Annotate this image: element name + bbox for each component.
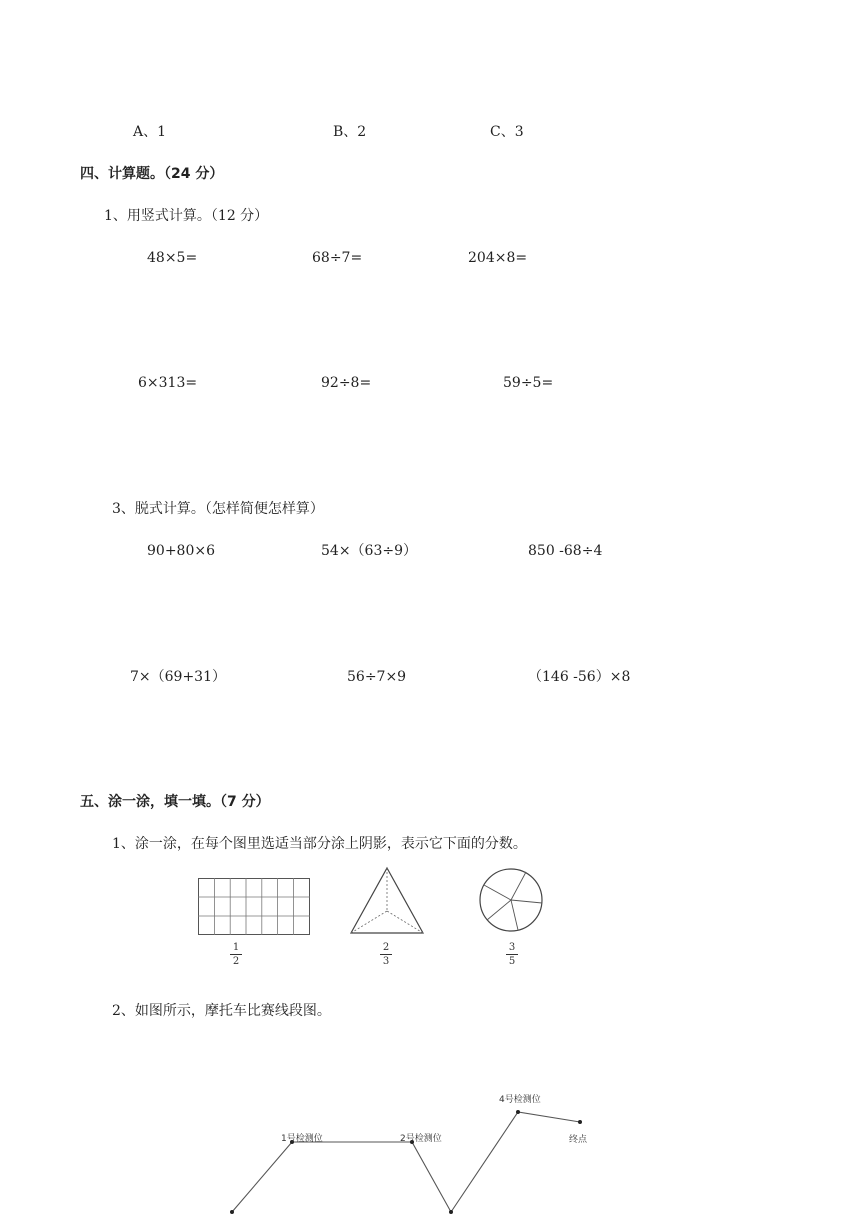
checkpoint-2-label: 2号检测位	[400, 1134, 442, 1144]
triangle-figure	[349, 866, 425, 936]
expr-1: 90+80×6	[147, 543, 215, 559]
race-route-diagram	[220, 1100, 600, 1216]
expr-6: （146 -56）×8	[528, 669, 631, 685]
checkpoint-1-label: 1号检测位	[281, 1134, 323, 1144]
fraction-two-thirds	[376, 942, 396, 967]
calc-5: 92÷8=	[321, 375, 372, 391]
fraction-denominator: 3	[382, 956, 390, 967]
calc-2: 68÷7=	[312, 250, 363, 266]
expr-2: 54×（63÷9）	[321, 543, 417, 559]
q1-title: 1、用竖式计算。（12 分）	[104, 208, 269, 224]
calc-3: 204×8=	[468, 250, 528, 266]
s5-q1-title: 1、涂一涂，在每个图里选适当部分涂上阴影，表示它下面的分数。	[112, 836, 527, 852]
choice-b: B、2	[333, 124, 367, 140]
expr-4: 7×（69+31）	[130, 669, 226, 685]
fraction-half	[226, 942, 246, 967]
calc-4: 6×313=	[138, 375, 198, 391]
choice-a: A、1	[133, 124, 167, 140]
fraction-numerator: 3	[508, 942, 516, 953]
choice-c: C、3	[490, 124, 524, 140]
s5-q2-title: 2、如图所示，摩托车比赛线段图。	[112, 1003, 331, 1019]
section5-title: 五、涂一涂，填一填。（7 分）	[80, 794, 270, 810]
finish-label: 终点	[569, 1135, 588, 1145]
fraction-denominator: 2	[232, 956, 240, 967]
checkpoint-4-label: 4号检测位	[499, 1095, 541, 1105]
expr-5: 56÷7×9	[347, 669, 407, 685]
section4-title: 四、计算题。（24 分）	[80, 166, 224, 182]
circle-figure	[478, 867, 544, 933]
q3-title: 3、脱式计算。（怎样简便怎样算）	[112, 501, 324, 517]
grid-figure	[198, 878, 311, 936]
fraction-three-fifths	[502, 942, 522, 967]
calc-1: 48×5=	[147, 250, 198, 266]
calc-6: 59÷5=	[503, 375, 554, 391]
expr-3: 850 -68÷4	[528, 543, 603, 559]
fraction-numerator: 2	[382, 942, 390, 953]
fraction-denominator: 5	[508, 956, 516, 967]
fraction-numerator: 1	[232, 942, 240, 953]
